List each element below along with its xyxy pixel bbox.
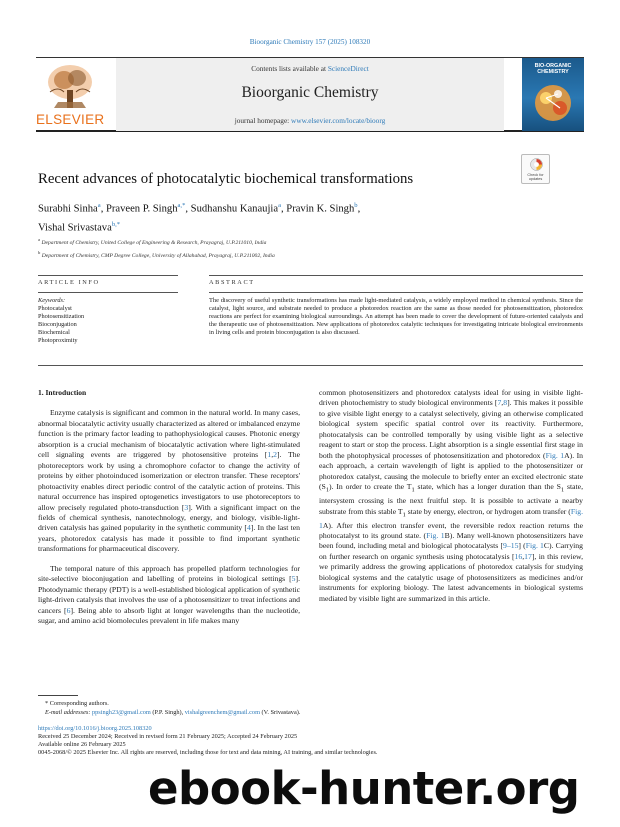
text-run: common photosensitizers and photoredox catalysts ideal for using in visible light-driven photochemistry to study biological environments [ [319,388,583,408]
affiliations [38,235,275,261]
article-metadata [38,725,378,757]
text-run: state by energy, electron, or hydrogen atom transfer ( [405,506,571,516]
text-run: A). After this electron transfer event, the reversible redox reaction returns the photocatalyst to its ground state. ( [319,520,583,540]
received-dates: Received 25 December 2024; Received in revised form 21 February 2025; Accepted 24 February 2025 [38,733,298,740]
molecule-graphic-icon [530,80,576,126]
citation-link[interactable]: 7 [497,398,502,408]
text-run: ]. In the last ten years, photoredox catalysis has made it possible to find important synthetic transformations for pharmaceutical discovery. [38,523,300,554]
keywords-title: Keywords: [38,297,66,304]
body-column-right [319,388,583,605]
subscript: 1 [325,486,330,494]
citation-link[interactable]: 4 [246,523,251,533]
text-run: ). In order to create the T [329,482,412,492]
online-date: Available online 26 February 2025 [38,741,126,748]
citation-link[interactable]: 16 [514,551,523,561]
text-run: C). Carrying on further research on organic synthesis using photocatalysis [ [319,541,583,561]
body-paragraph [319,388,583,604]
body-column-left [38,388,300,628]
keyword-item: Photocatalyst [38,305,72,313]
text-run: ]. With a significant impact on the fields of chemical synthesis, nanotechnology, energy, and biology, visible-light-driven catalysis has gained popularity in the synthetic community [ [38,502,300,533]
affiliation-marker: a [38,237,41,242]
subscript: 1 [402,511,406,519]
text-run: Enzyme catalysis is significant and common in the natural world. In many cases, abnormal biocatalytic activity usually characterized as altered or imbalanced enzyme function is the primary factor leading to pathophysiological causes. Photonic energy absorption is a crucial mechanism of biocatalytic activation where light-stimulated cell signaling events are triggered by photosensitive proteins [ [38,408,300,460]
email-link[interactable]: ppsingh23@gmail.com [92,709,151,716]
journal-header [36,57,584,132]
homepage-prefix: journal homepage: [234,116,292,125]
cover-title: BIO-ORGANIC CHEMISTRY [534,63,572,75]
keyword-item: Photoproximity [38,337,78,345]
figure-link[interactable]: Fig. 1 [545,450,565,460]
article-info-heading: ARTICLE INFO [38,279,100,286]
citation-link[interactable]: 5 [291,574,296,584]
keyword-item: Bioconjugation [38,321,77,329]
author-name: Sudhanshu Kanaujia [190,203,279,215]
journal-cover-image[interactable] [522,58,584,131]
text-run: , [271,450,274,460]
figure-link[interactable]: Fig. 1 [319,506,583,530]
author-name: Vishal Srivastava [38,222,112,234]
contents-availability [116,64,504,73]
text-run: , [522,551,525,561]
elsevier-wordmark: ELSEVIER [36,112,105,127]
author-name: Praveen P. Singh [105,203,178,215]
author-name: Surabhi Sinha [38,203,98,215]
author-separator: , [185,203,191,215]
contents-prefix: Contents lists available at [251,64,328,73]
author-affiliation-marker[interactable]: a [278,202,281,209]
homepage-link[interactable]: www.elsevier.com/locate/bioorg [291,116,386,125]
crossmark-line1: Check for [527,173,544,177]
text-run: ], in this review, we primarily address the growing applications of photoredox catalysis for studying biological systems and the catalytic usage of photosensitizers as medicines and/or instruments for exploring biology. The latest advancements in biological systems mediated by visible light are summarized in this article. [319,551,584,603]
author-affiliation-marker[interactable]: b [354,202,358,209]
journal-info-panel [116,58,504,131]
keyword-item: Photosensitization [38,313,85,321]
elsevier-logo[interactable] [36,62,104,128]
text-run: state, intersystem crossing is the next fruitful step. It is possible to activate a nearby substrate from this stable T [319,482,583,516]
doi-link[interactable]: https://doi.org/10.1016/j.bioorg.2025.108320 [38,725,152,732]
article-info-divider [38,292,178,293]
text-run: ]. The photoreceptors work by using a chromophore cofactor to change the activity of proteins by either photoinduced isomerization or electron transfer. These receptors' photoactivity enables direct periodic control of the catalytic action of proteins. This natural occurrence has inspired optogenetics investigators to use photoreceptors to allow precisely regulated photo-transduction [ [38,450,300,512]
affiliation-text: Department of Chemistry, United College of Engineering & Research, Prayagraj, U.P.211010, India [41,239,267,246]
abstract-divider [209,292,583,293]
asterisk-marker: * [45,700,49,707]
email-label: E-mail addresses: [45,709,91,716]
citation-link[interactable]: 6 [66,605,71,615]
abstract-heading: ABSTRACT [209,279,255,286]
body-paragraph [38,408,300,554]
affiliation-item [38,235,275,248]
citation-link[interactable]: 17 [524,551,532,561]
citation-link[interactable]: 9–15 [503,541,519,551]
author-name: Pravin K. Singh [286,203,355,215]
email-owner: (V. Srivastava). [259,709,301,716]
article-title: Recent advances of photocatalytic biochemical transformations [38,171,414,187]
crossmark-icon [530,158,543,171]
citation-link[interactable]: 2 [273,450,277,460]
copyright-notice: 0045-2068/© 2025 Elsevier Inc. All rights are reserved, including those for text and data mining, AI training, and similar technologies. [38,749,378,756]
abstract-text: The discovery of useful synthetic transformations has made light-mediated catalysis, a widely employed method in chemical synthesis. Since the catalyst, light source, and substrate needed to produce a photoredox reaction are the same as those needed for photosensitization, photoredox reactions are perfect for examining biological surroundings. An attempt has been made to cover the development of future-oriented catalysts and the therapeutic use of photosensitization. New applications of photoredox catalytic techniques for investigating intricate biological environments in living cells and protein bioconjugation is also discussed. [209,297,583,337]
elsevier-tree-icon [40,62,100,114]
journal-reference[interactable]: Bioorganic Chemistry 157 (2025) 108320 [249,38,371,46]
email-owner: (P.P. Singh), [150,709,185,716]
text-run: ]. Photodynamic therapy (PDT) is a well-established biological application of synthetic light-driven catalysis that involves the use of a photosensitizer to treat infections and cancers [ [38,574,300,615]
keywords-block [38,297,178,346]
author-affiliation-marker[interactable]: a [97,202,101,209]
abstract-top-divider [209,275,583,276]
corresponding-author-note [45,699,300,708]
author-separator: , [281,203,287,215]
journal-title: Bioorganic Chemistry [241,84,379,101]
author-separator: , [100,203,106,215]
text-run: The temporal nature of this approach has propelled platform technologies for site-selective bioconjugation and labelling of proteins in biological settings [ [38,563,300,584]
affiliation-text: Department of Chemistry, CMP Degree College, University of Allahabad, Prayagraj, U.P.211002, India [41,252,275,259]
section-heading-introduction: 1. Introduction [38,388,87,397]
author-list [38,198,488,235]
text-run: state, which has a longer duration than the S [414,482,561,492]
footnotes [45,699,300,717]
email-link[interactable]: vishalgreenchem@gmail.com [184,709,260,716]
crossmark-label [522,173,549,182]
text-run: , [501,398,504,408]
affiliation-marker: b [38,249,41,255]
citation-link[interactable]: 3 [184,502,189,512]
text-run: ] ( [518,541,526,551]
citation-link[interactable]: 8 [503,398,508,408]
affiliation-item [38,248,275,261]
journal-homepage [116,116,504,125]
text-run: ]. Being able to absorb light at longer wavelengths than the nucleotide, sugar, and amino acid biomolecules prevalent in life makes many [38,605,300,626]
body-paragraph [38,564,300,627]
author-affiliation-marker[interactable]: b,* [111,220,121,228]
subscript: 1 [411,486,415,494]
email-addresses [45,708,300,717]
figure-link[interactable]: Fig. 1 [426,530,445,540]
text-run: B). Many well-known photosensitizers have been found, including metal and biological photocatalysts [ [319,530,583,551]
front-matter-divider [38,365,583,366]
corresponding-text: Corresponding authors. [49,700,109,707]
author-affiliation-marker[interactable]: a,* [177,202,186,209]
figure-link[interactable]: Fig. 1 [525,541,544,551]
citation-link[interactable]: 1 [267,450,272,460]
watermark: ebook-hunter.org [148,762,580,815]
check-for-updates-button[interactable] [521,154,550,184]
footnote-divider [38,695,78,696]
article-info-top-divider [38,275,178,276]
subscript: 1 [560,486,565,494]
text-run: A). In each approach, a certain wavelength of light is applied to the photosensitizer or photoredox catalyst, causing the molecule to briefly enter an excited electronic state (S [319,450,584,492]
sciencedirect-link[interactable]: ScienceDirect [327,64,369,73]
author-separator: , [357,203,361,215]
crossmark-line2: updates [528,177,543,182]
keyword-item: Biochemical [38,329,70,337]
text-run: ]. This makes it possible to give visible light energy to a catalyst selectively, giving an otherwise complicated biological system specific spatial control over its reactivity. Furthermore, photocatalysis can be controlled temporally by using visible light as a selective reagent to start or stop the process. Light absorption is a single essential first stage in both the photophysical processes of photosensitization and photoredox ( [319,398,583,460]
